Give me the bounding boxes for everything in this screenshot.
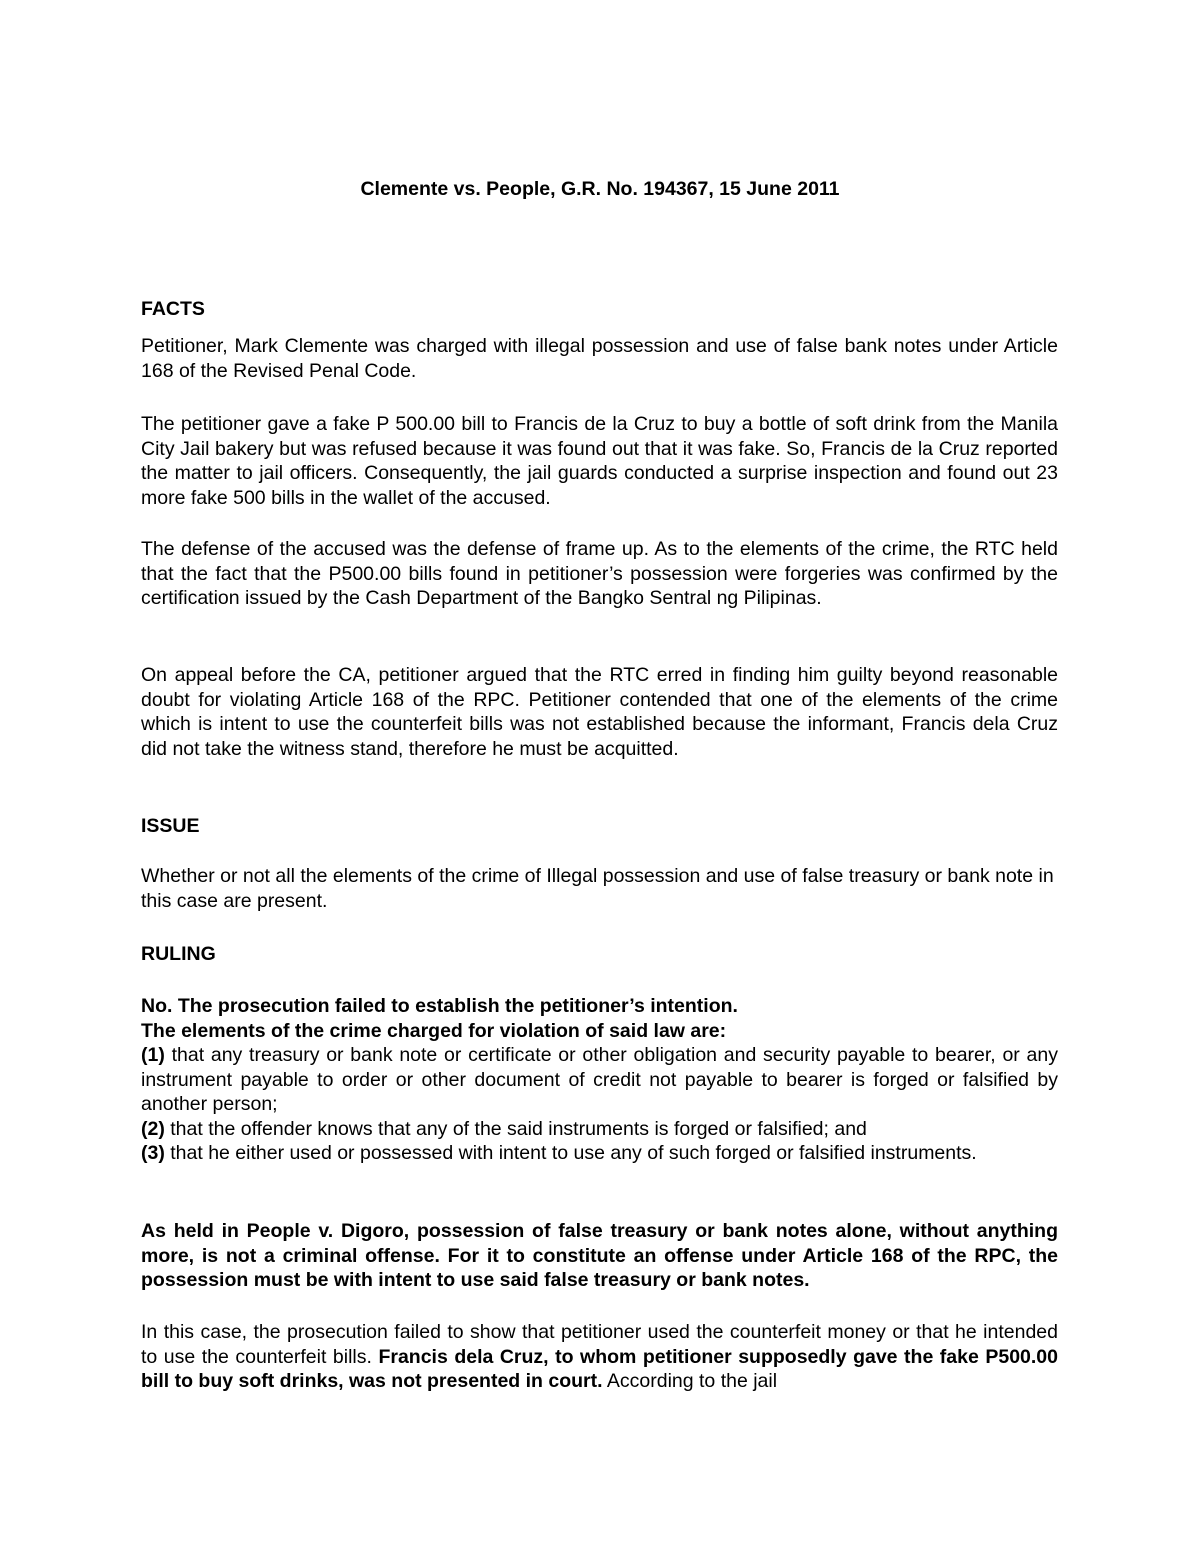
facts-paragraph-2: The petitioner gave a fake P 500.00 bill to Francis de la Cruz to buy a bottle of soft drink from the Manila City Jail bakery but was refused because it was found out that it was fake. So, Francis de la Cruz reported the matter to jail officers. Consequently, the jail guards conducted a surprise inspection and found out 23 more fake 500 bills in the wallet of the accused.	[141, 413, 1058, 509]
element-3-text: that he either used or possessed with intent to use any of such forged or falsified instruments.	[164, 1142, 977, 1164]
facts-paragraph-3: The defense of the accused was the defense of frame up. As to the elements of the crime, the RTC held that the fact that the P500.00 bills found in petitioner’s possession were forgeries was confirmed by the certification issued by the Cash Department of the Bangko Sentral ng Pilipinas.	[141, 538, 1058, 609]
ruling-element-3	[141, 1141, 1058, 1166]
facts-paragraph-4: On appeal before the CA, petitioner argued that the RTC erred in finding him guilty beyond reasonable doubt for violating Article 168 of the RPC. Petitioner contended that one of the elements of the crime which is intent to use the counterfeit bills was not established because the informant, Francis dela Cruz did not take the witness stand, therefore he must be acquitted.	[141, 664, 1058, 760]
element-1-number: (1)	[141, 1044, 165, 1066]
element-3-number: (3)	[141, 1142, 165, 1164]
ruling-element-1	[141, 1043, 1058, 1117]
issue-paragraph: Whether or not all the elements of the crime of Illegal possession and use of false treasury or bank note in this case are present.	[141, 865, 1054, 912]
facts-paragraph-1: Petitioner, Mark Clemente was charged with illegal possession and use of false bank notes under Article 168 of the Revised Penal Code.	[141, 335, 1058, 382]
ruling-held-paragraph	[141, 1219, 1058, 1293]
ruling-heading: RULING	[141, 943, 216, 965]
element-2-number: (2)	[141, 1117, 165, 1140]
facts-heading: FACTS	[141, 298, 205, 320]
element-2-text: that the offender knows that any of the said instruments is forged or falsified; and	[164, 1117, 867, 1140]
final-text-c: According to the jail	[602, 1370, 778, 1392]
ruling-element-2	[141, 1117, 1058, 1142]
final-text-bold: Francis dela Cruz, to whom petitioner supposedly gave the fake P500.00 bill to buy soft drinks, was not presented in court.	[141, 1345, 1058, 1392]
issue-heading: ISSUE	[141, 815, 200, 837]
held-text: As held in People v. Digoro, possession of false treasury or bank notes alone, without anything more, is not a criminal offense. For it to constitute an offense under Article 168 of the RPC, the possession must be with intent to use said false treasury or bank notes.	[141, 1220, 1058, 1291]
final-text-a: In this case, the prosecution failed to show that petitioner used the counterfeit money or that he intended to use the counterfeit bills.	[141, 1321, 1058, 1368]
ruling-elements-intro	[141, 1019, 1058, 1044]
document-title: Clemente vs. People, G.R. No. 194367, 15 June 2011	[360, 178, 840, 200]
ruling-final-paragraph	[141, 1320, 1058, 1394]
ruling-conclusion	[141, 994, 1058, 1019]
element-1-text: that any treasury or bank note or certificate or other obligation and security payable to bearer, or any instrument payable to order or other document of credit not payable to bearer is forged or falsified by another person;	[141, 1044, 1058, 1115]
ruling-elements-intro-text: The elements of the crime charged for violation of said law are:	[141, 1019, 727, 1042]
ruling-conclusion-text: No. The prosecution failed to establish the petitioner’s intention.	[141, 995, 738, 1017]
ruling-elements-block	[141, 994, 1058, 1166]
